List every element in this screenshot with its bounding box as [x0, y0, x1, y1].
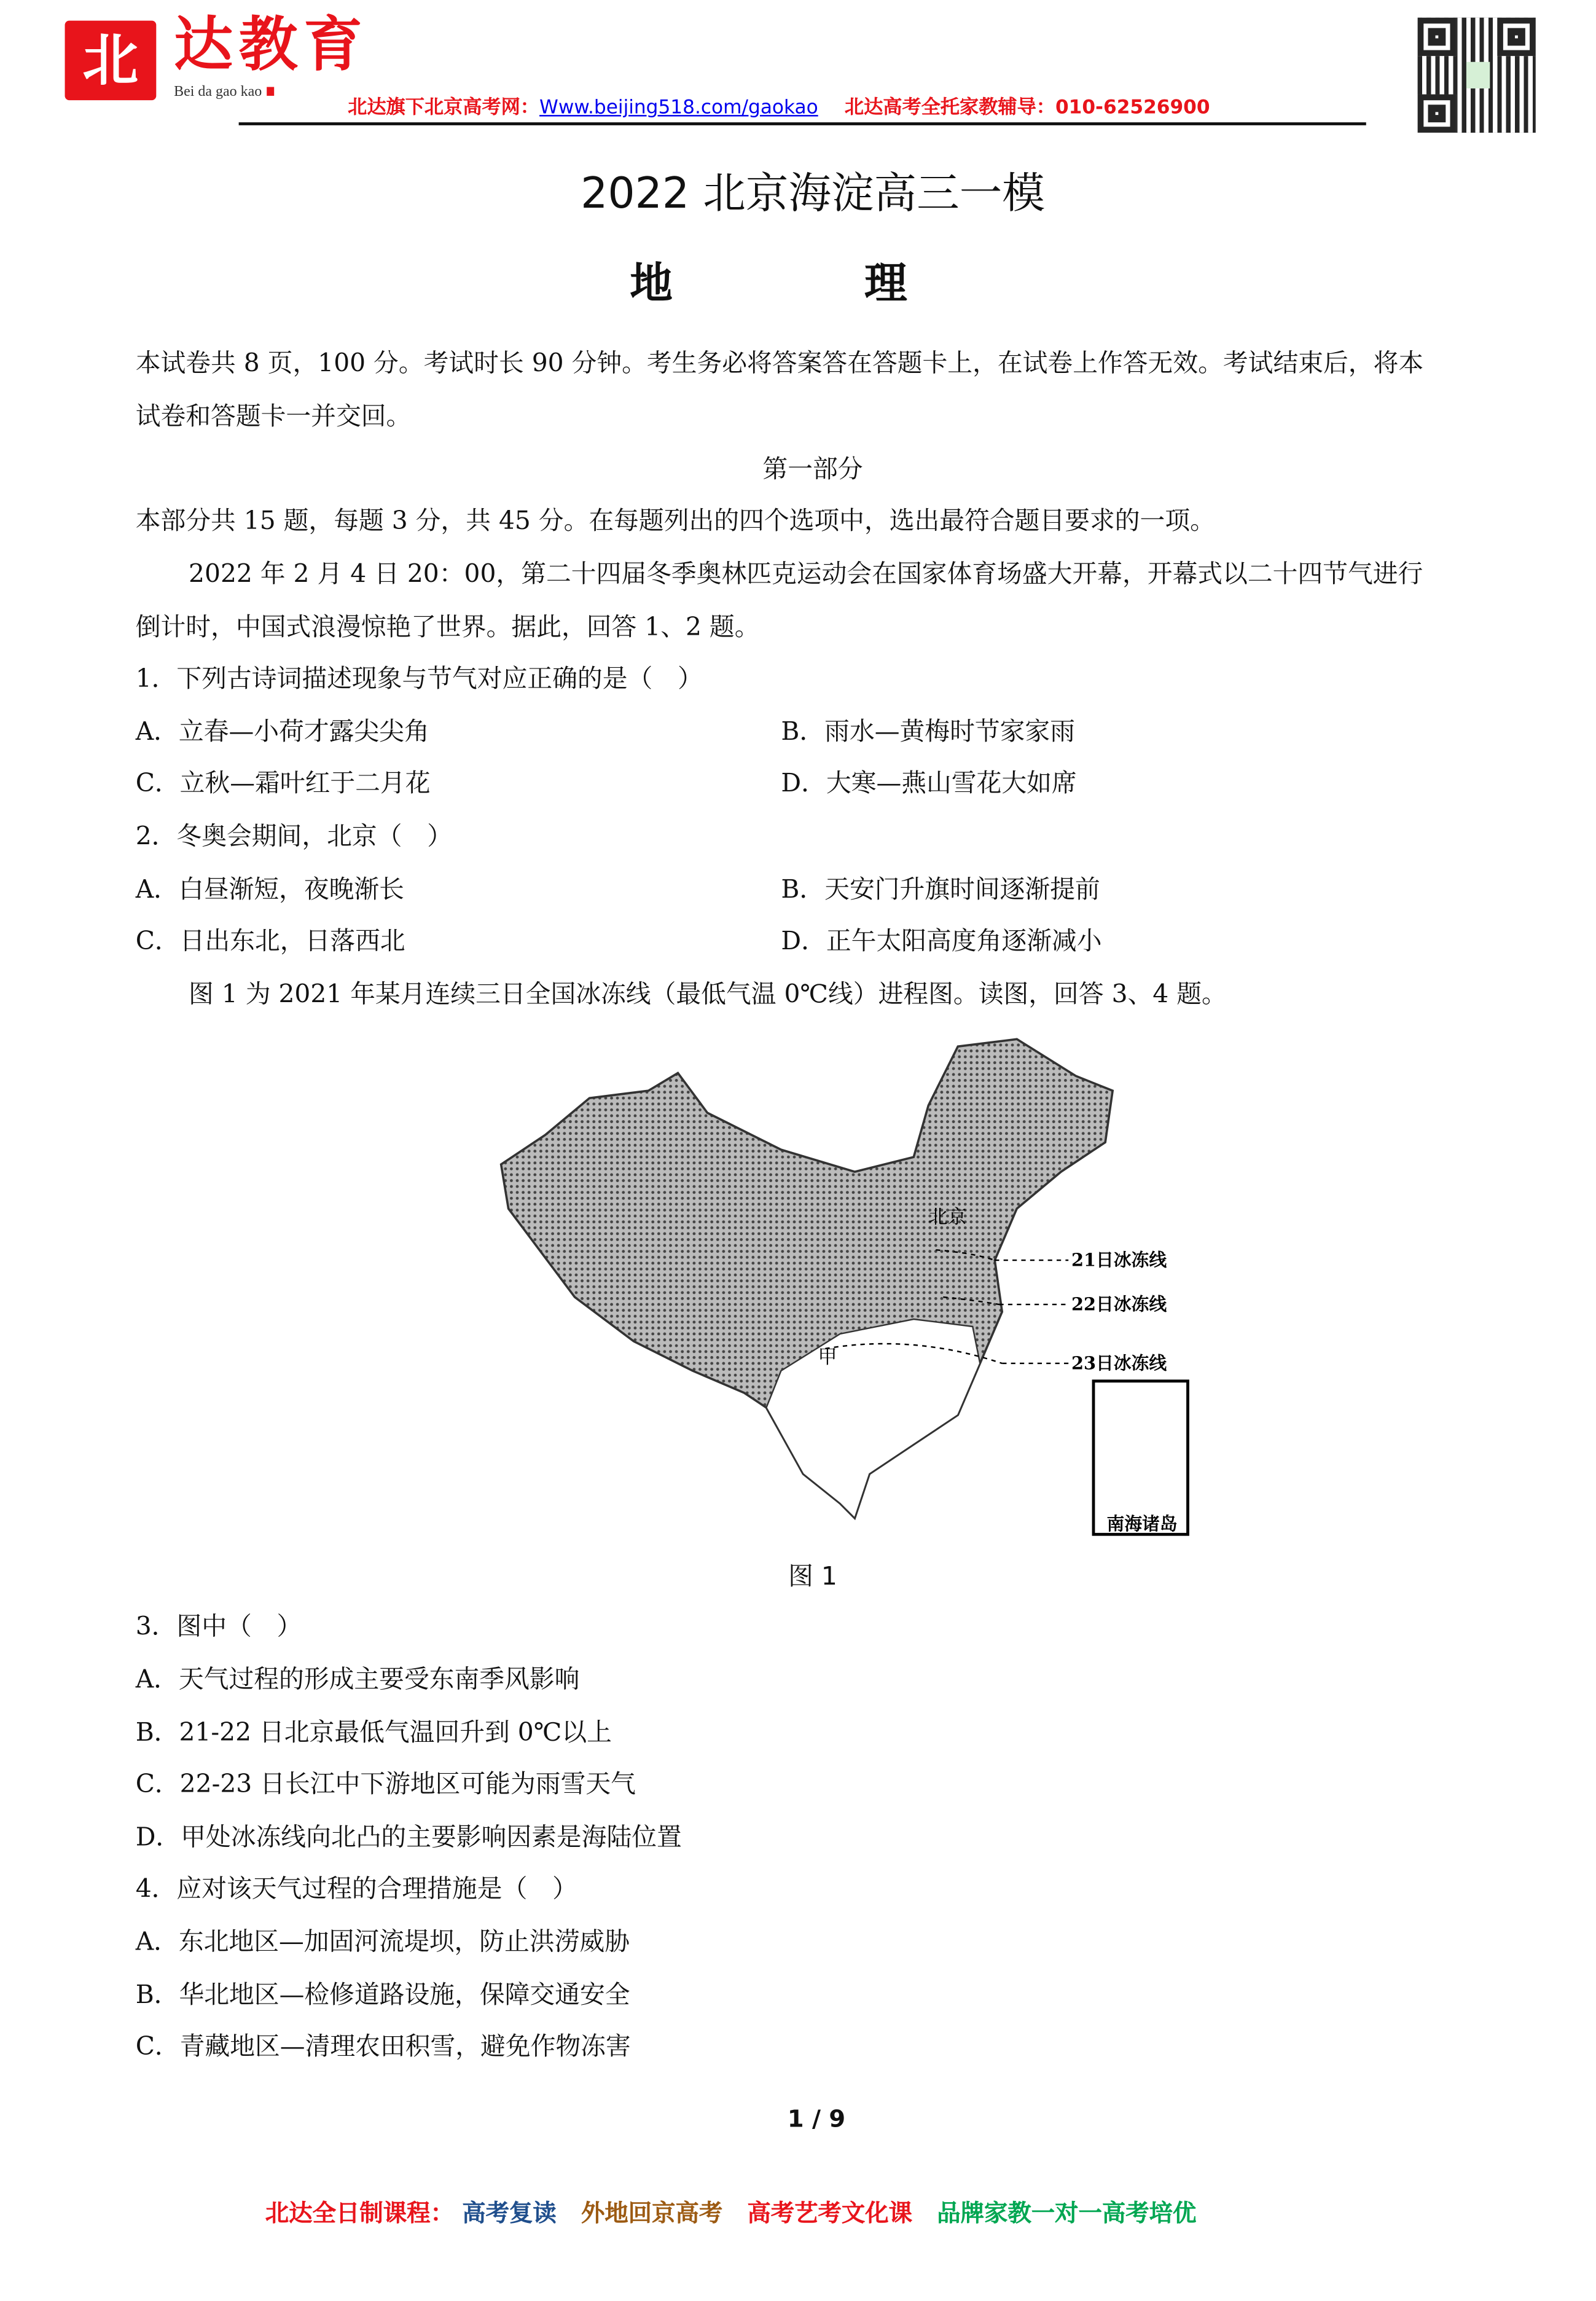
option: C．日出东北，日落西北: [135, 927, 405, 957]
label-inset: 南海诸岛: [1106, 1513, 1178, 1535]
page-number: 1 / 9: [787, 2104, 846, 2133]
question-3: 3．图中（ ）: [135, 1612, 302, 1642]
site-link[interactable]: Www.beijing518.com/gaokao: [539, 97, 818, 120]
part-desc: 本部分共 15 题，每题 3 分，共 45 分。在每题列出的四个选项中，选出最符合题目要求的一项。: [135, 507, 1215, 537]
logo-icon: [65, 21, 157, 101]
hotline: 北达高考全托家教辅导：010-62526900: [844, 97, 1210, 120]
passage-line: 2022 年 2 月 4 日 20：00，第二十四届冬季奥林匹克运动会在国家体育场盛大开幕，开幕式以二十四节气进行: [189, 560, 1423, 590]
inset-box: [1093, 1381, 1188, 1534]
passage-line: 倒计时，中国式浪漫惊艳了世界。据此，回答 1、2 题。: [135, 613, 760, 643]
china-freeze-line-map: [487, 1032, 1208, 1548]
figure-caption: 图 1: [788, 1562, 837, 1592]
question-1: 1．下列古诗词描述现象与节气对应正确的是（ ）: [135, 664, 703, 694]
option: B．雨水—黄梅时节家家雨: [781, 718, 1075, 748]
logo-subtitle: [174, 84, 273, 102]
header-divider: [239, 122, 1366, 125]
footer-item[interactable]: 外地回京高考: [581, 2199, 723, 2227]
option: B．华北地区—检修道路设施，保障交通安全: [135, 1981, 630, 2011]
option: B．天安门升旗时间逐渐提前: [781, 875, 1100, 905]
subject-title: 地 理: [630, 257, 996, 308]
option: B．21-22 日北京最低气温回升到 0℃以上: [135, 1719, 612, 1749]
footer-item[interactable]: 高考复读: [462, 2199, 557, 2227]
passage-2: 图 1 为 2021 年某月连续三日全国冰冻线（最低气温 0℃线）进程图。读图，回答 3、4 题。: [189, 980, 1227, 1010]
page-title: 2022 北京海淀高三一模: [581, 168, 1045, 219]
label-line-23: 23日冰冻线: [1071, 1352, 1167, 1374]
option: C．青藏地区—清理农田积雪，避免作物冻害: [135, 2032, 631, 2063]
footer-item[interactable]: 品牌家教一对一高考培优: [937, 2199, 1197, 2227]
intro-line: 本试卷共 8 页，100 分。考试时长 90 分钟。考生务必将答案答在答题卡上，在试卷上作答无效。考试结束后，将本: [135, 349, 1424, 379]
footer-label: 北达全日制课程：: [265, 2199, 454, 2227]
header-links: [348, 97, 1210, 120]
intro-line: 试卷和答题卡一并交回。: [135, 402, 412, 432]
logo-sub-text: Bei da gao kao: [174, 84, 262, 101]
label-line-22: 22日冰冻线: [1071, 1293, 1167, 1315]
site-label: 北达旗下北京高考网：: [348, 97, 540, 120]
question-4: 4．应对该天气过程的合理措施是（ ）: [135, 1875, 577, 1905]
option: C．22-23 日长江中下游地区可能为雨雪天气: [135, 1770, 636, 1800]
question-2: 2．冬奥会期间，北京（ ）: [135, 822, 453, 852]
logo-text: 达教育: [174, 10, 369, 80]
option: D．正午太阳高度角逐渐减小: [781, 927, 1102, 957]
label-beijing: 北京: [928, 1206, 967, 1229]
qr-code-icon: [1418, 18, 1536, 133]
option: A．东北地区—加固河流堤坝，防止洪涝威胁: [135, 1927, 630, 1958]
footer-ad: [265, 2199, 1197, 2228]
label-jia: 甲: [818, 1346, 837, 1368]
option: C．立秋—霜叶红于二月花: [135, 769, 431, 799]
footer-item[interactable]: 高考艺考文化课: [747, 2199, 913, 2227]
option: D．甲处冰冻线向北凸的主要影响因素是海陆位置: [135, 1823, 682, 1853]
option: D．大寒—燕山雪花大如席: [781, 769, 1077, 799]
option: A．白昼渐短，夜晚渐长: [135, 875, 404, 905]
logo-char: 北: [82, 28, 139, 93]
part-title: 第一部分: [762, 455, 863, 485]
label-line-21: 21日冰冻线: [1071, 1249, 1167, 1271]
option: A．天气过程的形成主要受东南季风影响: [135, 1665, 580, 1695]
option: A．立春—小荷才露尖尖角: [135, 718, 429, 748]
